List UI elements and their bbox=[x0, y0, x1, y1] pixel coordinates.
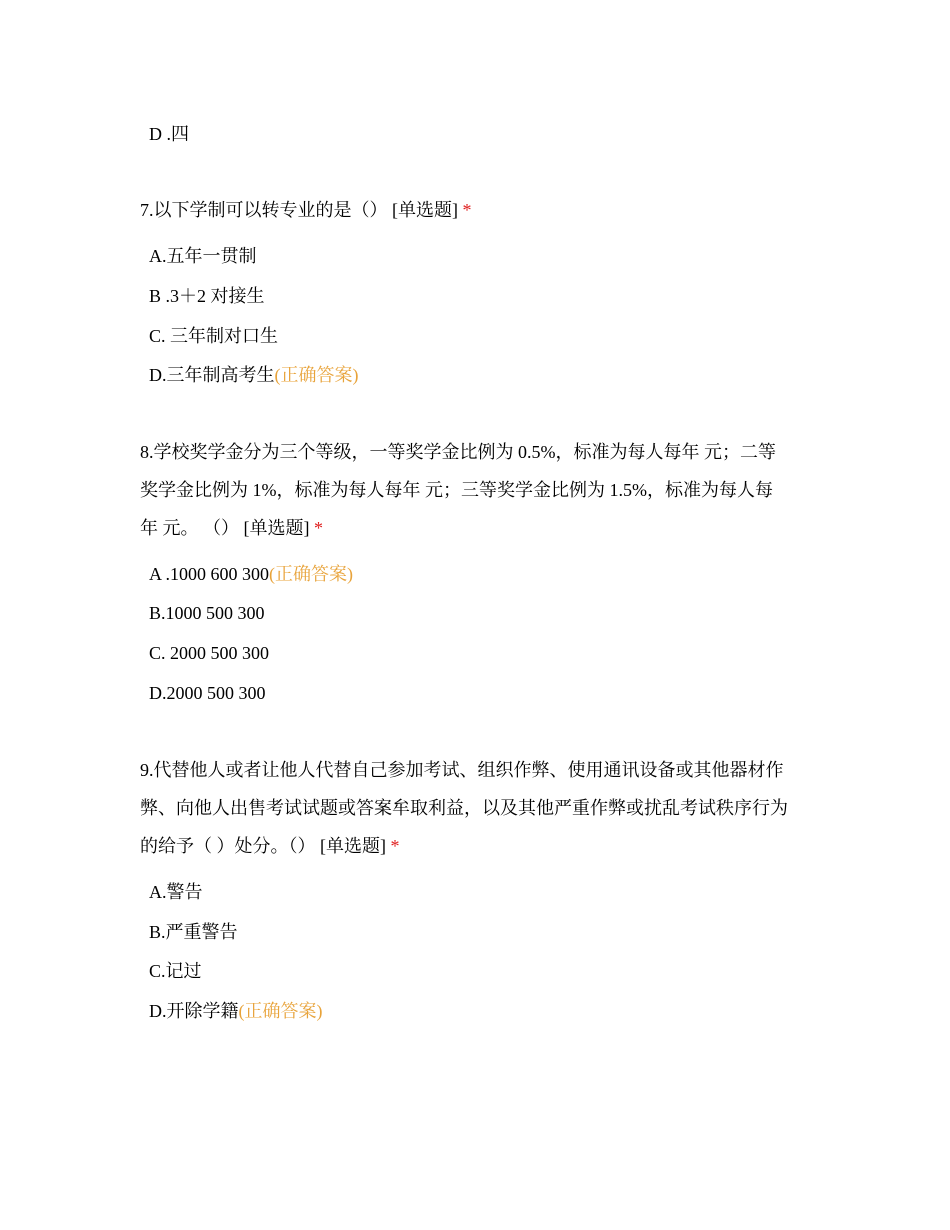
option-q7-d bbox=[149, 364, 359, 386]
question-9-stem-line-2 bbox=[140, 797, 788, 819]
option-q8-b bbox=[149, 602, 265, 624]
option-q9-b bbox=[149, 921, 238, 943]
option-text: C.记过 bbox=[149, 961, 202, 981]
correct-answer-label: (正确答案) bbox=[238, 1001, 323, 1021]
option-text: D.2000 500 300 bbox=[149, 683, 266, 703]
question-9-stem-line-3 bbox=[140, 835, 400, 857]
option-q8-c bbox=[149, 642, 269, 664]
option-q7-b bbox=[149, 285, 265, 307]
question-text: 奖学金比例为 1%，标准为每人每年 元；三等奖学金比例为 1.5%，标准为每人每 bbox=[140, 480, 773, 500]
correct-answer-label: (正确答案) bbox=[274, 365, 359, 385]
option-q7-c bbox=[149, 325, 278, 347]
question-text: 9.代替他人或者让他人代替自己参加考试、组织作弊、使用通讯设备或其他器材作 bbox=[140, 760, 784, 780]
required-mark: * bbox=[314, 518, 323, 538]
question-text: 年 元。 （） [单选题] bbox=[140, 518, 310, 538]
question-text: 弊、向他人出售考试试题或答案牟取利益，以及其他严重作弊或扰乱考试秩序行为 bbox=[140, 798, 788, 818]
option-q8-a bbox=[149, 563, 353, 585]
option-text: B.严重警告 bbox=[149, 922, 238, 942]
question-text: 8.学校奖学金分为三个等级，一等奖学金比例为 0.5%，标准为每人每年 元；二等 bbox=[140, 442, 776, 462]
option-text: D.开除学籍 bbox=[149, 1001, 239, 1021]
required-mark: * bbox=[390, 836, 400, 856]
option-text: C. 三年制对口生 bbox=[149, 326, 279, 346]
option-text: D.三年制高考生 bbox=[149, 365, 275, 385]
option-text: D .四 bbox=[149, 124, 189, 144]
option-q9-c bbox=[149, 960, 202, 982]
option-text: B.1000 500 300 bbox=[149, 603, 265, 623]
question-text: 的给予（ ）处分。（） [单选题] bbox=[140, 836, 386, 856]
question-text: 7.以下学制可以转专业的是（） [单选题] bbox=[140, 200, 458, 220]
option-text: A.五年一贯制 bbox=[149, 246, 257, 266]
option-text: C. 2000 500 300 bbox=[149, 643, 270, 663]
option-text: B .3＋2 对接生 bbox=[149, 286, 265, 306]
option-q9-d bbox=[149, 1000, 323, 1022]
option-q8-d bbox=[149, 682, 266, 704]
option-text: A.警告 bbox=[149, 882, 203, 902]
option-q7-a bbox=[149, 245, 257, 267]
question-8-stem-line-3 bbox=[140, 517, 323, 539]
required-mark: * bbox=[462, 200, 472, 220]
correct-answer-label: (正确答案) bbox=[269, 564, 354, 584]
option-q6-d bbox=[149, 123, 189, 145]
question-8-stem-line-2 bbox=[140, 479, 773, 501]
question-8-stem-line-1 bbox=[140, 441, 776, 463]
question-7-stem bbox=[140, 199, 472, 221]
option-text: A .1000 600 300 bbox=[149, 564, 270, 584]
question-9-stem-line-1 bbox=[140, 759, 784, 781]
option-q9-a bbox=[149, 881, 203, 903]
